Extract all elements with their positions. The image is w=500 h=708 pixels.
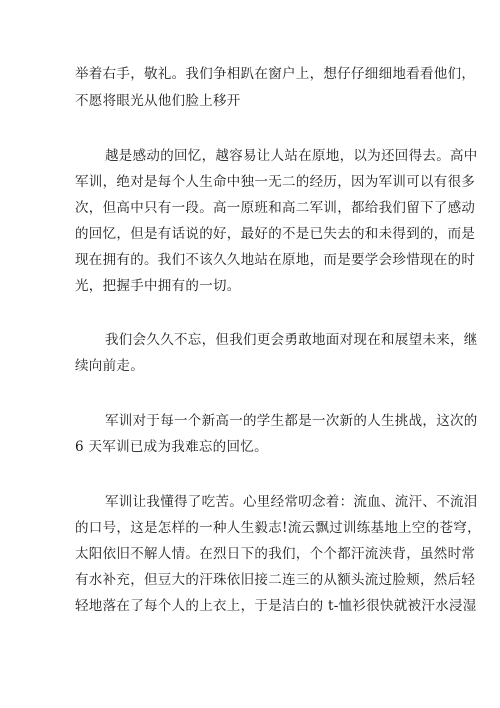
text-line: 轻地落在了每个人的上衣上，于是洁白的 t-恤衫很快就被汗水浸湿 xyxy=(75,598,477,614)
text-line: 次，但高中只有一段。高一原班和高二军训，都给我们留下了感动 xyxy=(75,200,476,216)
text-line: 的回忆，但是有话说的好，最好的不是已失去的和未得到的，而是 xyxy=(75,226,476,242)
text-line: 越是感动的回忆，越容易让人站在原地，以为还回得去。高中 xyxy=(105,148,478,164)
text-line: 光，把握手中拥有的一切。 xyxy=(75,278,241,294)
text-line: 太阳依旧不解人情。在烈日下的我们，个个都汗流浃背，虽然时常 xyxy=(75,546,476,562)
text-line: 续向前走。 xyxy=(75,358,144,374)
text-line: 军训对于每一个新高一的学生都是一次新的人生挑战，这次的 xyxy=(105,413,478,429)
text-line: 军训，绝对是每个人生命中独一无二的经历，因为军训可以有很多 xyxy=(75,174,476,190)
text-line: 6 天军训已成为我难忘的回忆。 xyxy=(75,439,268,455)
text-line: 举着右手，敬礼。我们争相趴在窗户上，想仔仔细细地看看他们， xyxy=(75,66,476,82)
text-line: 的口号，这是怎样的一种人生毅志!流云飘过训练基地上空的苍穹， xyxy=(75,520,481,536)
text-line: 有水补充，但豆大的汗珠依旧接二连三的从额头流过脸颊，然后轻 xyxy=(75,572,476,588)
text-line: 不愿将眼光从他们脸上移开 xyxy=(75,93,241,109)
text-line: 军训让我懂得了吃苦。心里经常叨念着：流血、流汗、不流泪 xyxy=(105,494,478,510)
text-line: 我们会久久不忘，但我们更会勇敢地面对现在和展望未来，继 xyxy=(105,332,478,348)
text-line: 现在拥有的。我们不该久久地站在原地，而是要学会珍惜现在的时 xyxy=(75,252,476,268)
